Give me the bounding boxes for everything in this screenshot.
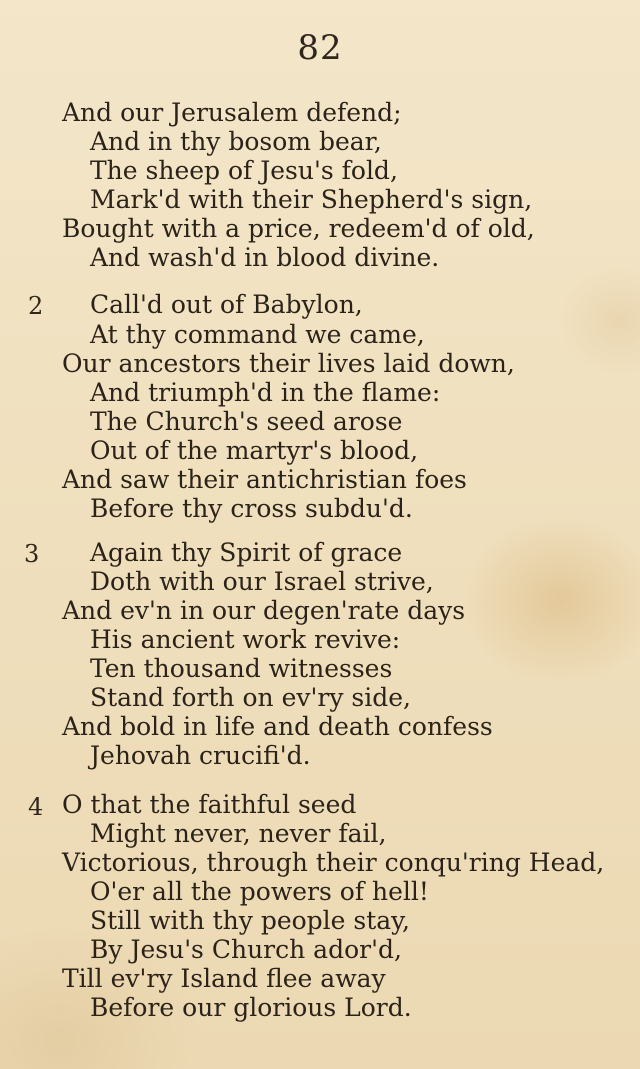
verse-line: Bought with a price, redeem'd of old, [62,214,535,243]
verse-line: Before our glorious Lord. [90,993,412,1022]
verse-line: Stand forth on ev'ry side, [90,683,411,712]
page-number: 82 [297,28,343,68]
verse-line: Still with thy people stay, [90,906,410,935]
verse-line: His ancient work revive: [90,625,401,654]
verse-line: And saw their antichristian foes [62,465,467,494]
verse-line: And wash'd in blood divine. [90,243,440,272]
verse-line: At thy command we came, [90,320,425,349]
verse-line: And triumph'd in the flame: [90,378,441,407]
verse-number: 3 [24,540,40,568]
verse-line: Till ev'ry Island flee away [62,964,386,993]
verse-line: Before thy cross subdu'd. [90,494,413,523]
verse-line: Mark'd with their Shepherd's sign, [90,185,533,214]
verse-line: And our Jerusalem defend; [62,98,402,127]
verse-line: Ten thousand witnesses [90,654,393,683]
verse-line: Jehovah crucifi'd. [90,741,311,770]
verse-line: Out of the martyr's blood, [90,436,419,465]
verse-line: O that the faithful seed [62,790,357,819]
verse-line: By Jesu's Church ador'd, [90,935,402,964]
verse-number: 4 [28,793,44,821]
verse-line: Might never, never fail, [90,819,387,848]
verse-line: Our ancestors their lives laid down, [62,349,515,378]
verse-line: Victorious, through their conqu'ring Head, [62,848,605,877]
verse-line: O'er all the powers of hell! [90,877,429,906]
verse-line: Again thy Spirit of grace [90,538,403,567]
verse-line: Call'd out of Babylon, [90,290,363,319]
verse-line: The Church's seed arose [90,407,403,436]
verse-line: And ev'n in our degen'rate days [62,596,466,625]
verse-line: Doth with our Israel strive, [90,567,434,596]
verse-number: 2 [28,292,44,320]
verse-line: And in thy bosom bear, [90,127,382,156]
verse-line: The sheep of Jesu's fold, [90,156,398,185]
verse-line: And bold in life and death confess [62,712,493,741]
